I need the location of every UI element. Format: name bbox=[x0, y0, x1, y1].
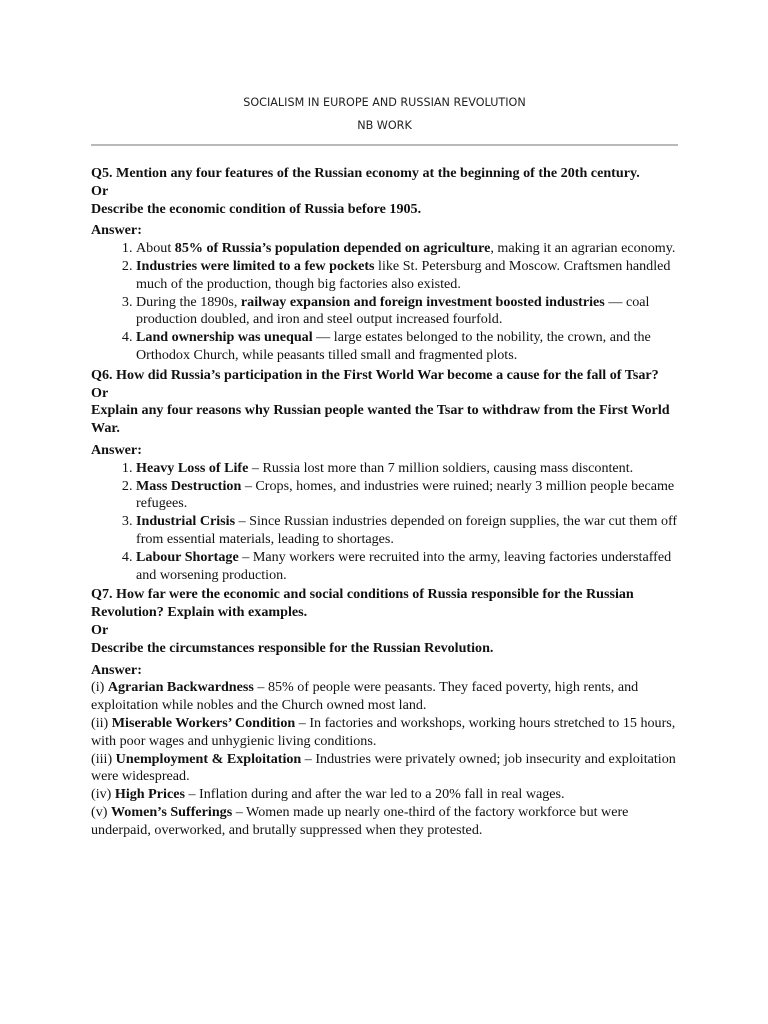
question-7-or: Or bbox=[91, 621, 109, 638]
answer-5-list bbox=[91, 240, 678, 365]
answer-5-label: Answer: bbox=[91, 222, 142, 239]
list-item: (v) Women’s Sufferings – Women made up nearly one-third of the factory workforce but were underpaid, overworked, and brutally suppressed when they protested. bbox=[91, 803, 629, 838]
question-5-alt: Describe the economic condition of Russia before 1905. bbox=[91, 200, 422, 217]
document-subtitle: NB WORK bbox=[357, 119, 412, 132]
answer-6-list bbox=[91, 460, 678, 585]
list-item: 2. Industries were limited to a few pockets like St. Petersburg and Moscow. Craftsmen handled much of the production, though big factories also existed. bbox=[136, 258, 678, 294]
list-item: 4. Labour Shortage – Many workers were recruited into the army, leaving factories understaffed and worsening production. bbox=[136, 549, 678, 585]
list-item: 3. Industrial Crisis – Since Russian industries depended on foreign supplies, the war cut them off from essential materials, leading to shortages. bbox=[136, 513, 678, 549]
list-item: 3. During the 1890s, railway expansion and foreign investment boosted industries — coal production doubled, and iron and steel output increased fourfold. bbox=[136, 294, 678, 330]
list-item: 2. Mass Destruction – Crops, homes, and industries were ruined; nearly 3 million people became refugees. bbox=[136, 478, 678, 514]
header-divider bbox=[91, 144, 678, 146]
list-item: (iv) High Prices – Inflation during and after the war led to a 20% fall in real wages. bbox=[91, 786, 565, 803]
question-6-section bbox=[91, 367, 678, 585]
question-7: Q7. How far were the economic and social conditions of Russia responsible for the Russian Revolution? Explain with examples. bbox=[91, 586, 634, 621]
list-item: 4. Land ownership was unequal — large estates belonged to the nobility, the crown, and the Orthodox Church, while peasants tilled small and fragmented plots. bbox=[136, 329, 678, 365]
question-6: Q6. How did Russia’s participation in the First World War become a cause for the fall of Tsar? bbox=[91, 366, 659, 383]
list-item: (ii) Miserable Workers’ Condition – In factories and workshops, working hours stretched to 15 hours, with poor wages and unhygienic living conditions. bbox=[91, 714, 676, 749]
question-7-section bbox=[91, 586, 678, 839]
document-title: SOCIALISM IN EUROPE AND RUSSIAN REVOLUTION bbox=[243, 96, 526, 109]
list-item: 1. About 85% of Russia’s population depended on agriculture, making it an agrarian economy. bbox=[136, 240, 678, 258]
answer-6-label: Answer: bbox=[91, 441, 142, 458]
answer-7-label: Answer: bbox=[91, 661, 142, 678]
question-7-alt: Describe the circumstances responsible for the Russian Revolution. bbox=[91, 639, 494, 656]
question-5: Q5. Mention any four features of the Russian economy at the beginning of the 20th century. bbox=[91, 165, 640, 181]
list-item: 1. Heavy Loss of Life – Russia lost more than 7 million soldiers, causing mass discontent. bbox=[136, 460, 678, 478]
document-page bbox=[91, 92, 678, 839]
document-body bbox=[91, 165, 678, 839]
question-5-or: Or bbox=[91, 182, 109, 199]
list-item: (iii) Unemployment & Exploitation – Industries were privately owned; job insecurity and exploitation were widespread. bbox=[91, 750, 676, 785]
question-6-alt: Explain any four reasons why Russian people wanted the Tsar to withdraw from the First World War. bbox=[91, 402, 670, 437]
list-item: (i) Agrarian Backwardness – 85% of people were peasants. They faced poverty, high rents, and exploitation while nobles and the Church owned most land. bbox=[91, 679, 639, 714]
question-5-section bbox=[91, 165, 678, 365]
question-6-or: Or bbox=[91, 384, 109, 401]
